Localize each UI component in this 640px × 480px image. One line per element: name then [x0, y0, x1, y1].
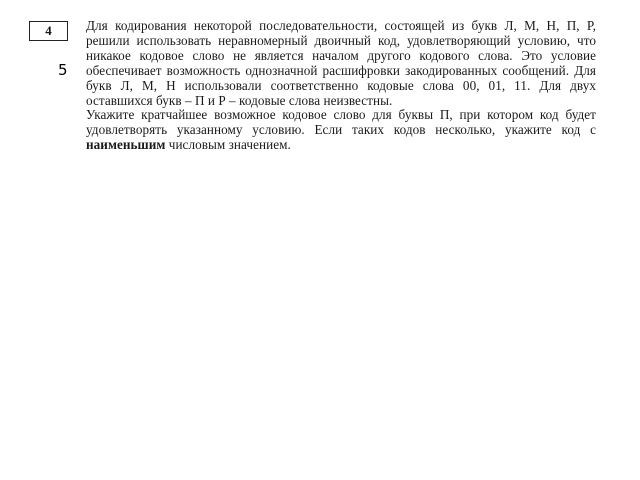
paragraph-2-after: числовым значением. — [165, 137, 291, 153]
paragraph-2-before: Укажите кратчайшее возможное кодовое слово для буквы П, при котором код будет удовлетворять указанному условию. Если таких кодов несколько, укажите код с — [86, 107, 596, 138]
side-number: 5 — [58, 61, 68, 79]
task-number: 4 — [45, 23, 52, 38]
paragraph-2-emphasis: наименьшим — [86, 137, 166, 153]
task-paragraph-2 — [86, 108, 596, 153]
task-text — [86, 19, 596, 153]
task-paragraph-1: Для кодирования некоторой последовательности, состоящей из букв Л, М, Н, П, Р, решили использовать неравномерный двоичный код, удовлетворяющий условию, что никакое кодовое слово не является началом другого кодового слова. Это условие обеспечивает возможность однозначной расшифровки закодированных сообщений. Для букв Л, М, Н использовали соответственно кодовые слова 00, 01, 11. Для двух оставшихся букв – П и Р – кодовые слова неизвестны. — [86, 18, 596, 108]
task-number-box — [29, 21, 68, 41]
